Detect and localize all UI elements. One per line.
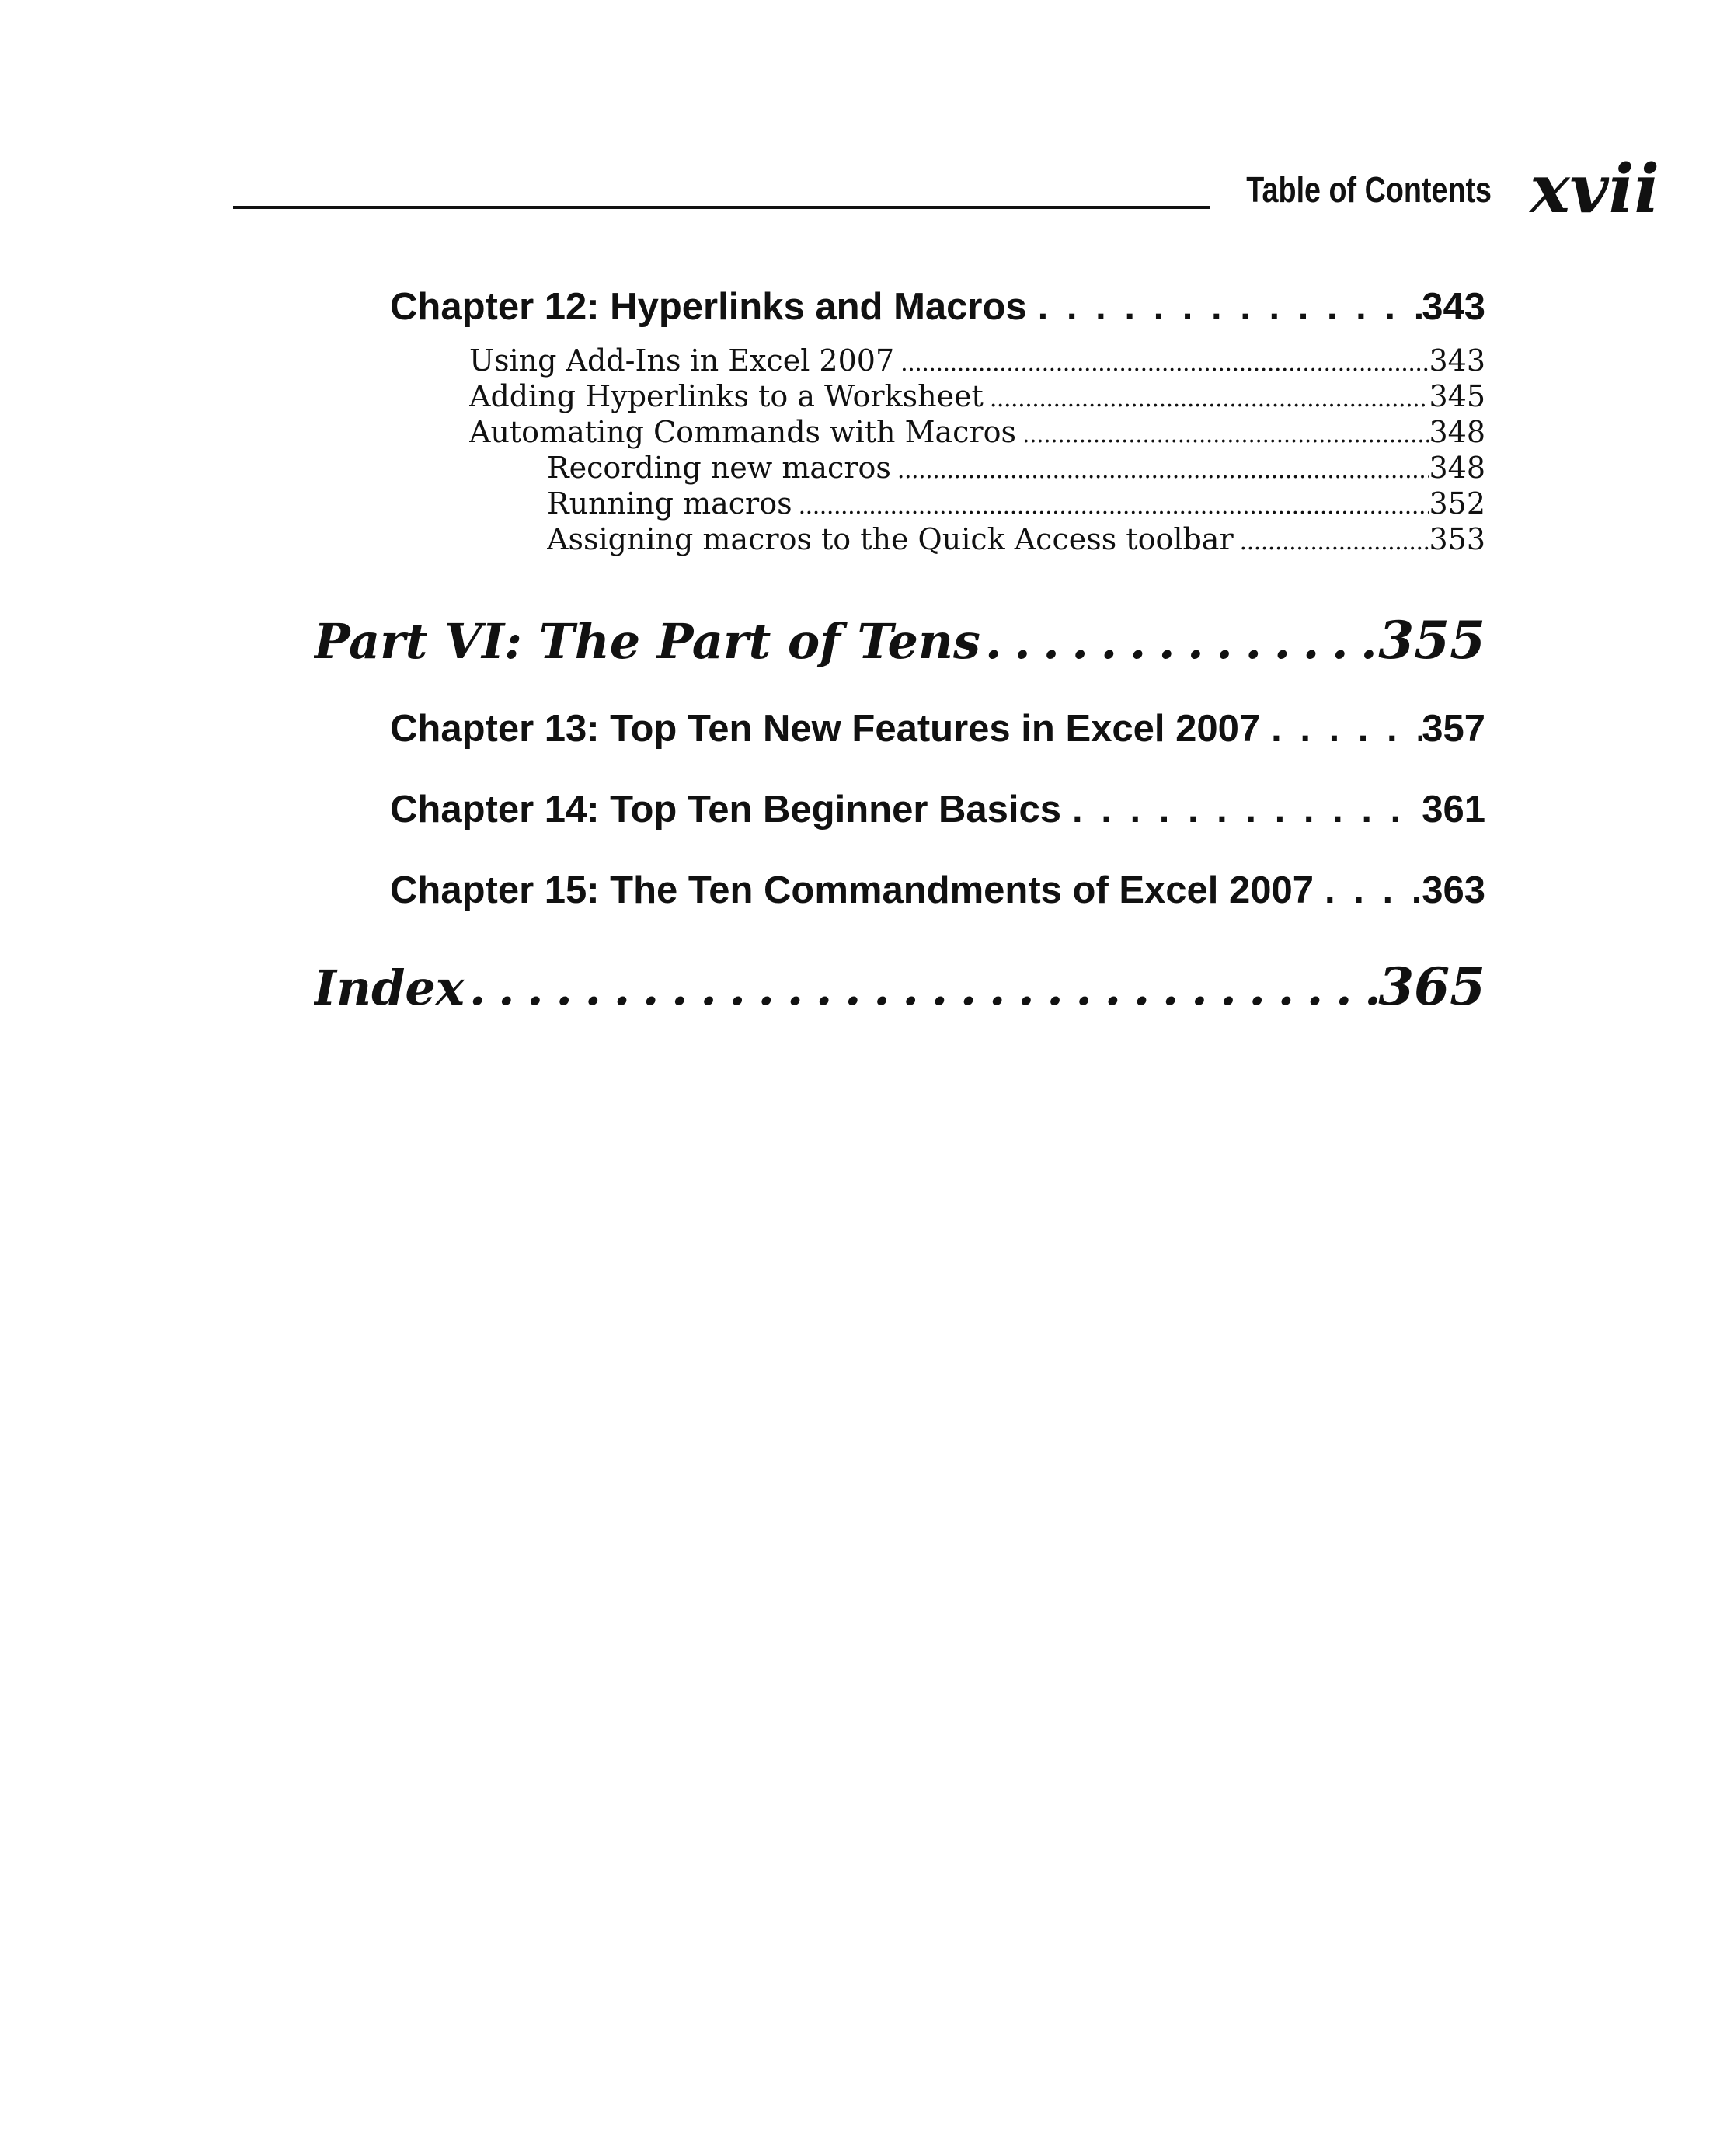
toc-subsection[interactable] <box>547 486 1485 521</box>
dot-leader <box>891 453 1429 486</box>
toc-subsection[interactable] <box>547 521 1485 557</box>
toc-section[interactable] <box>469 414 1485 450</box>
running-header-title: Table of Contents <box>1246 169 1492 210</box>
dot-leader <box>894 346 1429 378</box>
dot-leader <box>1234 524 1429 557</box>
toc-entry-title: Chapter 12: Hyperlinks and Macros <box>390 286 1027 328</box>
toc-entry-page: 348 <box>1429 415 1485 449</box>
toc-entry-page: 352 <box>1429 486 1485 521</box>
toc-entry-title: Index <box>314 960 465 1016</box>
toc-entry-page: 363 <box>1422 869 1485 911</box>
toc-chapter-13[interactable] <box>390 702 1485 756</box>
dot-leader <box>980 604 1378 677</box>
header-rule <box>233 206 1210 209</box>
toc-entry-page: 355 <box>1378 610 1485 670</box>
toc-subsection[interactable] <box>547 450 1485 486</box>
dot-leader <box>1016 417 1429 450</box>
dot-leader <box>792 489 1429 521</box>
dot-leader <box>984 381 1429 414</box>
dot-leader <box>465 951 1378 1024</box>
toc-entry-page: 353 <box>1429 522 1485 556</box>
toc-entry-page: 343 <box>1422 286 1485 328</box>
toc-section[interactable] <box>469 378 1485 414</box>
dot-leader <box>1061 782 1422 837</box>
toc-index[interactable] <box>314 949 1485 1024</box>
dot-leader <box>1027 280 1422 334</box>
toc-entry-title: Chapter 15: The Ten Commandments of Excel 2007 <box>390 869 1314 911</box>
toc-entry-title: Running macros <box>547 486 792 521</box>
toc-entry-title: Assigning macros to the Quick Access toolbar <box>547 522 1234 556</box>
toc-entry-page: 357 <box>1422 708 1485 750</box>
toc-entry-page: 343 <box>1429 343 1485 378</box>
toc-entry-page: 348 <box>1429 451 1485 485</box>
toc-entry-page: 361 <box>1422 789 1485 831</box>
toc-part-6[interactable] <box>314 603 1485 677</box>
toc-chapter-12[interactable] <box>390 280 1485 334</box>
toc-entry-title: Recording new macros <box>547 451 891 485</box>
toc-chapter-14[interactable] <box>390 782 1485 837</box>
dot-leader <box>1260 702 1422 756</box>
toc-entry-page: 345 <box>1429 379 1485 413</box>
dot-leader <box>1314 863 1422 918</box>
toc-entry-title: Adding Hyperlinks to a Worksheet <box>469 379 984 413</box>
toc-entry-page: 365 <box>1378 956 1485 1017</box>
toc-entry-title: Using Add-Ins in Excel 2007 <box>469 343 895 378</box>
toc-entry-title: Automating Commands with Macros <box>469 415 1017 449</box>
toc-entry-title: Part VI: The Part of Tens <box>314 613 980 670</box>
toc-entry-title: Chapter 13: Top Ten New Features in Excel 2007 <box>390 708 1261 750</box>
toc-section[interactable] <box>469 343 1485 378</box>
toc-chapter-15[interactable] <box>390 863 1485 918</box>
page-number: xvii <box>1530 150 1659 228</box>
toc-entry-title: Chapter 14: Top Ten Beginner Basics <box>390 789 1062 831</box>
